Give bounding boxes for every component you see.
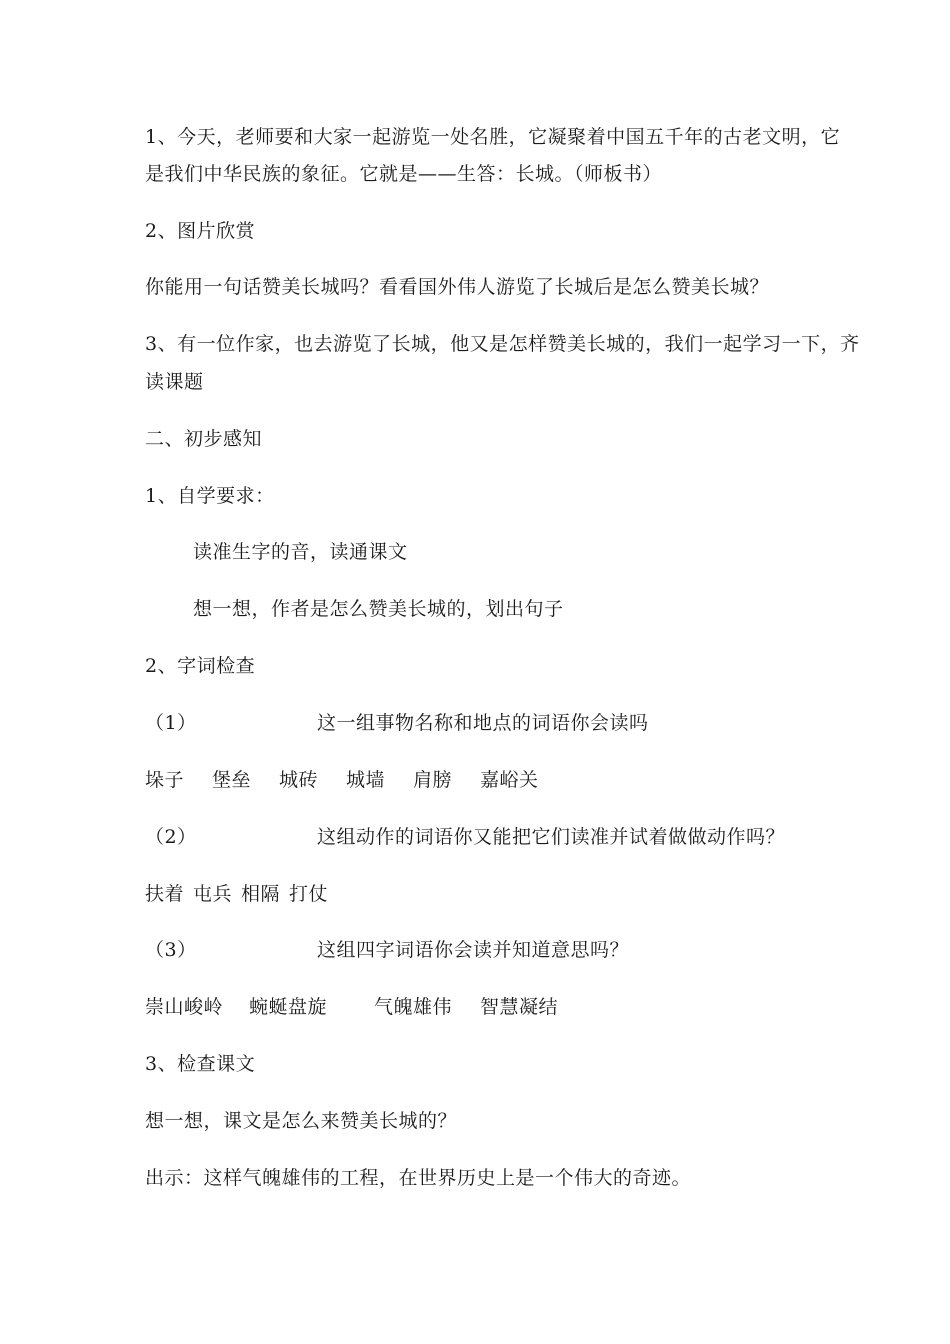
picture-appreciation: 2、图片欣赏 <box>145 220 256 242</box>
question-number: （1） <box>145 712 197 734</box>
text-check-heading: 3、检查课文 <box>145 1053 256 1075</box>
question-text: 这一组事物名称和地点的词语你会读吗 <box>317 712 649 734</box>
vocab-word: 堡垒 <box>212 769 252 791</box>
writer-paragraph-line2: 读课题 <box>145 371 204 393</box>
vocab-word: 打仗 <box>289 883 329 905</box>
requirement-item: 读准生字的音，读通课文 <box>193 541 408 563</box>
question-2 <box>145 819 785 855</box>
word-list-1 <box>145 762 539 798</box>
vocab-word: 气魄雄伟 <box>374 996 453 1018</box>
question-number: （2） <box>145 826 197 848</box>
vocab-word: 肩膀 <box>413 769 453 791</box>
question-number: （3） <box>145 939 197 961</box>
vocab-word: 扶着 <box>145 883 185 905</box>
paragraph-intro-line1: 1、今天，老师要和大家一起游览一处名胜，它凝聚着中国五千年的古老文明，它 <box>145 126 841 148</box>
vocab-word: 垛子 <box>145 769 185 791</box>
self-study-heading: 1、自学要求： <box>145 485 275 507</box>
vocab-word: 屯兵 <box>193 883 233 905</box>
question-1 <box>145 705 649 741</box>
vocab-word: 城墙 <box>346 769 386 791</box>
question-3 <box>145 932 629 968</box>
vocab-word: 相隔 <box>241 883 281 905</box>
praise-question: 你能用一句话赞美长城吗？看看国外伟人游览了长城后是怎么赞美长城？ <box>145 276 770 298</box>
vocab-word: 嘉峪关 <box>480 769 539 791</box>
question-text: 这组动作的词语你又能把它们读准并试着做做动作吗？ <box>317 826 786 848</box>
writer-paragraph-line1: 3、有一位作家，也去游览了长城，他又是怎样赞美长城的，我们一起学习一下，齐 <box>145 333 860 355</box>
vocab-word: 智慧凝结 <box>480 996 559 1018</box>
vocab-word: 城砖 <box>279 769 319 791</box>
paragraph-intro-line2: 是我们中华民族的象征。它就是——生答：长城。（师板书） <box>145 163 663 185</box>
section-heading: 二、初步感知 <box>145 428 263 450</box>
word-check-heading: 2、字词检查 <box>145 655 256 677</box>
vocab-word: 蜿蜒盘旋 <box>249 996 328 1018</box>
word-list-3 <box>145 989 558 1025</box>
word-list-2 <box>145 876 328 912</box>
vocab-word: 崇山峻岭 <box>145 996 224 1018</box>
think-question: 想一想，课文是怎么来赞美长城的？ <box>145 1110 458 1132</box>
requirement-item: 想一想，作者是怎么赞美长城的，划出句子 <box>193 598 564 620</box>
question-text: 这组四字词语你会读并知道意思吗？ <box>317 939 630 961</box>
shown-sentence: 出示：这样气魄雄伟的工程，在世界历史上是一个伟大的奇迹。 <box>145 1167 692 1189</box>
